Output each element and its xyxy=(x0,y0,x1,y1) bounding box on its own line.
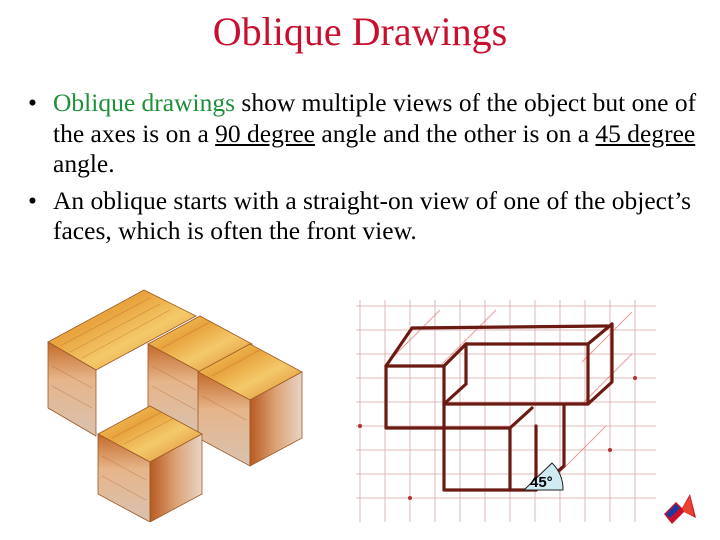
navigation-arrow-icon[interactable] xyxy=(660,488,700,528)
wooden-blocks-illustration xyxy=(40,286,310,522)
keyword-oblique-drawings: Oblique drawings xyxy=(53,88,236,117)
bullet-text: show multiple views of the object but one of the axes is on a xyxy=(53,88,697,148)
bullet-list xyxy=(28,88,700,253)
slide-title: Oblique Drawings xyxy=(212,9,508,54)
sketch-outline xyxy=(386,324,612,490)
oblique-sketch-grid xyxy=(356,300,656,522)
bullet-text: angle. xyxy=(53,149,115,178)
bullet-item xyxy=(28,88,700,180)
bullet-text: angle and the other is on a xyxy=(315,118,596,148)
bullet-item xyxy=(28,186,700,247)
grid-dots xyxy=(358,376,637,500)
angle-label: 45° xyxy=(530,474,553,491)
bullet-text: An oblique starts with a straight-on view of one of the object’s faces, which is often the front view. xyxy=(53,185,692,245)
keyword-45-degree: 45 degree xyxy=(595,118,696,148)
bullet-dot: • xyxy=(28,88,37,117)
bullet-dot: • xyxy=(28,185,37,215)
keyword-90-degree: 90 degree xyxy=(215,118,315,148)
